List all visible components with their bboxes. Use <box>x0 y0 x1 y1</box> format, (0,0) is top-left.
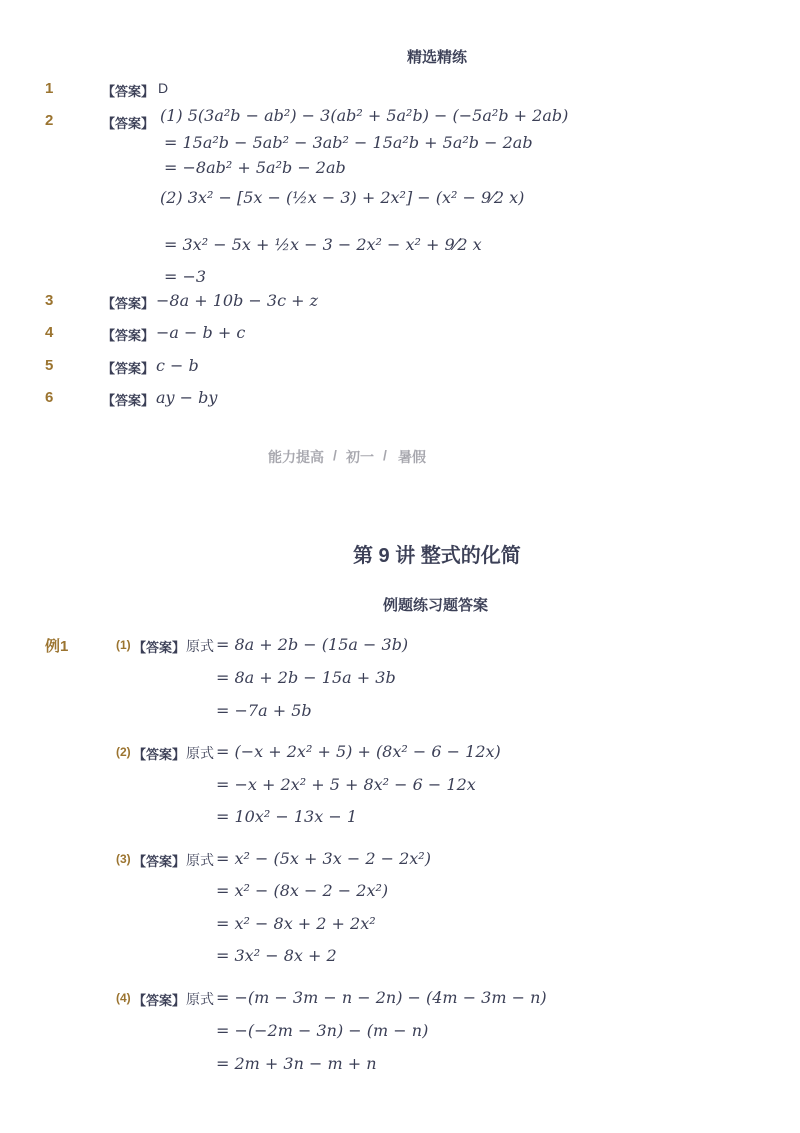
answer-2-line-4: (2) 3x² − [5x − (½x − 3) + 2x²] − (x² − 9⁄2 x) <box>160 188 525 207</box>
answer-3: −8a + 10b − 3c + z <box>156 291 319 310</box>
sub-3-line-3: = x² − 8x + 2 + 2x² <box>216 914 376 933</box>
sub-4-line-3: = 2m + 3n − m + n <box>216 1054 377 1073</box>
chapter-subtitle: 例题练习题答案 <box>383 597 489 614</box>
sub-label-2: (2) <box>116 745 131 759</box>
section-title-practice: 精选精练 <box>407 49 468 66</box>
question-number-2: 2 <box>45 112 54 129</box>
answer-tag-5: 【答案】 <box>102 361 155 376</box>
sub-3-line-1: = x² − (5x + 3x − 2 − 2x²) <box>216 849 431 868</box>
sub-label-3: (3) <box>116 852 131 866</box>
footer-series: 能力提高 <box>268 449 324 465</box>
answer-2-line-6: = −3 <box>164 267 207 286</box>
sub-3-line-2: = x² − (8x − 2 − 2x²) <box>216 881 389 900</box>
answer-6: ay − by <box>156 388 218 407</box>
footer-separator-1: / <box>333 447 337 463</box>
sub-2-line-1: = (−x + 2x² + 5) + (8x² − 6 − 12x) <box>216 742 501 761</box>
sub-answer-tag-1: 【答案】 <box>133 640 186 655</box>
sub-orig-label-4: 原式 <box>186 991 214 1007</box>
sub-orig-label-3: 原式 <box>186 852 214 868</box>
sub-answer-tag-4: 【答案】 <box>133 993 186 1008</box>
answer-2-line-2: = 15a²b − 5ab² − 3ab² − 15a²b + 5a²b − 2ab <box>164 133 533 152</box>
sub-1-line-2: = 8a + 2b − 15a + 3b <box>216 668 396 687</box>
answer-tag-1: 【答案】 <box>102 84 155 99</box>
answer-2-line-5: = 3x² − 5x + ½x − 3 − 2x² − x² + 9⁄2 x <box>164 235 482 254</box>
sub-4-line-2: = −(−2m − 3n) − (m − n) <box>216 1021 429 1040</box>
answer-2-line-3: = −8ab² + 5a²b − 2ab <box>164 158 346 177</box>
answer-tag-6: 【答案】 <box>102 393 155 408</box>
question-number-5: 5 <box>45 357 54 374</box>
footer-term: 暑假 <box>398 449 426 465</box>
sub-orig-label-1: 原式 <box>186 638 214 654</box>
answer-2-line-1: (1) 5(3a²b − ab²) − 3(ab² + 5a²b) − (−5a²b + 2ab) <box>160 106 569 125</box>
sub-1-line-3: = −7a + 5b <box>216 701 312 720</box>
footer-separator-2: / <box>383 447 387 463</box>
sub-1-line-1: = 8a + 2b − (15a − 3b) <box>216 635 409 654</box>
sub-3-line-4: = 3x² − 8x + 2 <box>216 946 337 965</box>
sub-2-line-2: = −x + 2x² + 5 + 8x² − 6 − 12x <box>216 775 476 794</box>
sub-answer-tag-3: 【答案】 <box>133 854 186 869</box>
sub-2-line-3: = 10x² − 13x − 1 <box>216 807 358 826</box>
answer-1: D <box>158 80 169 96</box>
sub-label-1: (1) <box>116 638 131 652</box>
answer-tag-3: 【答案】 <box>102 296 155 311</box>
answer-4: −a − b + c <box>156 323 246 342</box>
sub-label-4: (4) <box>116 991 131 1005</box>
question-number-3: 3 <box>45 292 54 309</box>
example-label: 例1 <box>45 638 69 655</box>
answer-tag-4: 【答案】 <box>102 328 155 343</box>
chapter-title: 第 9 讲 整式的化简 <box>353 545 521 567</box>
sub-orig-label-2: 原式 <box>186 745 214 761</box>
question-number-6: 6 <box>45 389 54 406</box>
sub-4-line-1: = −(m − 3m − n − 2n) − (4m − 3m − n) <box>216 988 547 1007</box>
question-number-4: 4 <box>45 324 54 341</box>
answer-5: c − b <box>156 356 199 375</box>
question-number-1: 1 <box>45 80 54 97</box>
sub-answer-tag-2: 【答案】 <box>133 747 186 762</box>
answer-tag-2: 【答案】 <box>102 116 155 131</box>
footer-grade: 初一 <box>346 449 374 465</box>
